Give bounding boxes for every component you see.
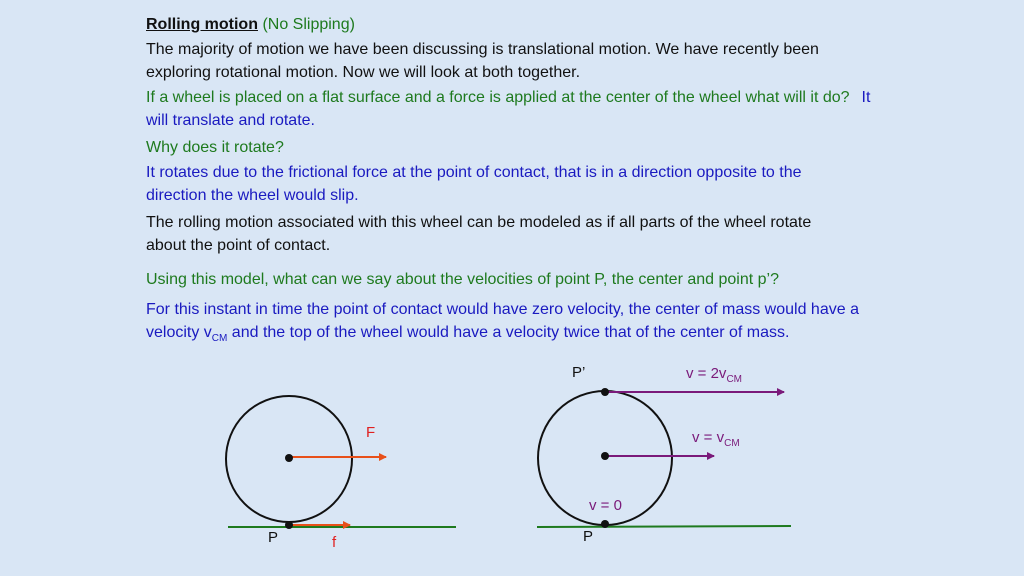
answer3-subscript: CM — [211, 333, 228, 345]
question1-text: If a wheel is placed on a flat surface and a force is applied at the center of the wheel what will it do? — [146, 89, 850, 106]
top-point-dot — [601, 388, 609, 396]
top-point-label: P’ — [572, 364, 586, 381]
left-contact-dot — [285, 521, 293, 529]
right-ground-line — [537, 526, 791, 527]
question3-paragraph: Using this model, what can we say about the velocities of point P, the center and point p’? — [146, 271, 779, 288]
answer3-text-b: and the top of the wheel would have a velocity twice that of the center of mass. — [227, 324, 790, 341]
friction-label: f — [332, 534, 337, 551]
contact-velocity-label: v = 0 — [589, 497, 622, 514]
title-sub: (No Slipping) — [262, 16, 355, 33]
title-main: Rolling motion — [146, 16, 258, 33]
model-paragraph: The rolling motion associated with this wheel can be modeled as if all parts of the wheel rotate about the point of contact. — [146, 214, 812, 254]
top-velocity-prefix: v = 2v — [686, 365, 727, 382]
question2-paragraph: Why does it rotate? — [146, 139, 284, 156]
left-contact-label: P — [268, 529, 279, 546]
right-center-dot — [601, 452, 609, 460]
center-velocity-label — [692, 429, 740, 449]
top-velocity-subscript: CM — [726, 374, 742, 385]
left-center-dot — [285, 454, 293, 462]
answer2-paragraph: It rotates due to the frictional force at the point of contact, that is in a direction opposite to the direction the wheel would slip. — [146, 164, 802, 204]
answer1-text: It will translate and rotate. — [146, 89, 871, 129]
center-velocity-prefix: v = v — [692, 429, 725, 446]
intro-paragraph: The majority of motion we have been discussing is translational motion. We have recently been exploring rotational motion. Now we will look at both together. — [146, 41, 819, 81]
answer3-text-a: For this instant in time the point of contact would have zero velocity, the center of mass would have a velocity v — [146, 301, 859, 341]
right-contact-label: P — [583, 528, 594, 545]
top-velocity-label — [686, 365, 742, 385]
right-contact-dot — [601, 520, 609, 528]
center-velocity-subscript: CM — [724, 438, 740, 449]
force-label: F — [366, 424, 376, 441]
left-wheel-diagram — [226, 396, 456, 551]
right-wheel-diagram — [537, 364, 791, 545]
